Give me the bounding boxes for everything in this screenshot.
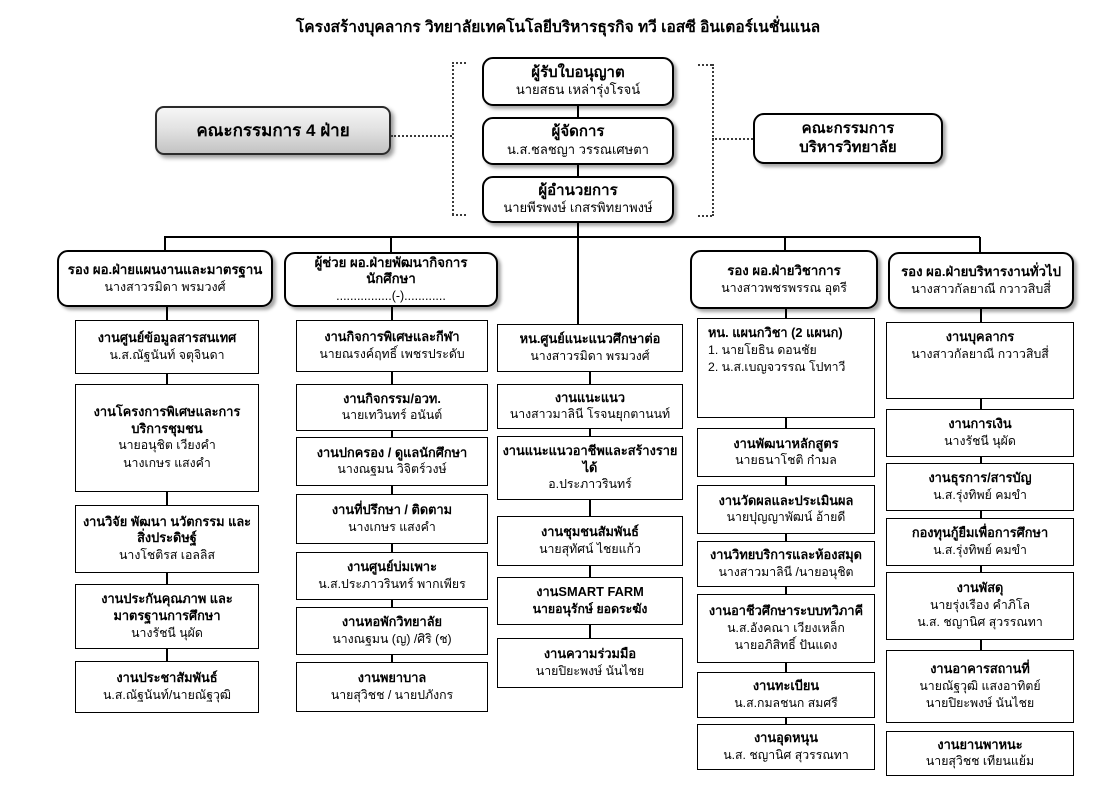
unit-box — [75, 661, 259, 713]
unit-title: งานSMART FARM — [536, 584, 644, 600]
unit-name: นางณฐมน (ญ) /ศิริ (ช) — [332, 631, 452, 646]
unit-box — [296, 494, 488, 544]
unit-name: นายอนุรักษ์ ยอดระฆัง — [532, 601, 648, 616]
unit-title: งานยานพาหนะ — [937, 736, 1023, 752]
connector-rail — [164, 236, 980, 238]
connector-line — [785, 309, 787, 318]
unit-title: งานอาชีวศึกษาระบบทวิภาคี — [708, 602, 864, 618]
head-title: รอง ผอ.ฝ่ายวิชาการ — [727, 263, 841, 279]
connector-line — [164, 237, 166, 250]
connector-line — [391, 544, 393, 552]
college-admin-committee-line1: คณะกรรมการ — [801, 119, 895, 137]
unit-box — [75, 505, 259, 573]
unit-box — [75, 320, 259, 374]
unit-title: งานอาคารสถานที่ — [930, 660, 1030, 676]
unit-box — [697, 485, 875, 534]
unit-title: งานชุมชนสัมพันธ์ — [541, 524, 639, 540]
head-name: ................(-)............ — [336, 288, 446, 303]
box-manager — [482, 117, 674, 165]
connector-line — [785, 477, 787, 485]
unit-name: น.ส.รุ่งทิพย์ คมขำ — [933, 542, 1027, 557]
connector-line — [784, 237, 786, 250]
connector-line — [166, 649, 168, 661]
dotted-bracket-right — [712, 64, 714, 216]
unit-title: งานโครงการพิเศษและการ บริการชุมชน — [93, 404, 241, 436]
unit-title: งานหอพักวิทยาลัย — [341, 614, 443, 630]
unit-box — [497, 516, 683, 566]
head-academic — [690, 250, 878, 309]
box-licensee-name: นายสธน เหล่ารุ่งโรจน์ — [515, 82, 641, 98]
unit-name: นายสุทัศน์ ไชยแก้ว — [539, 541, 641, 556]
connector-line — [980, 309, 982, 322]
box-director — [482, 176, 674, 223]
unit-name: นางณฐมน วิจิตร์วงษ์ — [337, 462, 447, 477]
head-name: นางสาวกัลยาณี กวาวสิบสี่ — [911, 281, 1051, 296]
connector-line — [391, 307, 393, 320]
unit-box — [75, 384, 259, 492]
unit-title: หน. แผนกวิชา (2 แผนก) — [708, 325, 843, 340]
unit-title: งานศูนย์ข้อมูลสารสนเทศ — [97, 330, 237, 346]
head-name: นางสาวรมิดา พรมวงศ์ — [104, 279, 226, 294]
unit-name: นายสุวิชช เทียนแย้ม — [925, 754, 1035, 769]
head-name: นางสาวพชรพรรณ อุตรี — [721, 280, 847, 295]
connector-line — [589, 372, 591, 384]
unit-name: น.ส.กมลชนก สมศรี — [734, 695, 838, 710]
unit-title: งานประชาสัมพันธ์ — [116, 670, 218, 686]
unit-title: งานความร่วมมือ — [543, 646, 637, 662]
connector-line — [980, 511, 982, 518]
unit-box — [497, 436, 683, 500]
connector-line — [980, 399, 982, 409]
unit-title: งานพัฒนาหลักสูตร — [733, 435, 839, 451]
unit-name: น.ส.รุ่งทิพย์ คมขำ — [933, 487, 1027, 502]
unit-title: งานธุรการ/สารบัญ — [928, 470, 1032, 486]
unit-name: นางเกษร แสงคำ — [123, 455, 211, 470]
unit-box — [296, 384, 488, 431]
unit-name: นางรัชนี นุผัด — [131, 625, 203, 640]
connector-line — [166, 573, 168, 584]
unit-title: งานอุดหนุน — [753, 730, 819, 746]
unit-name: น.ส.ประภาวรินทร์ พากเพียร — [318, 576, 466, 591]
unit-box — [497, 324, 683, 372]
unit-box — [886, 572, 1074, 640]
connector-line — [166, 307, 168, 320]
connector-line — [785, 587, 787, 594]
connector-line — [577, 165, 579, 176]
unit-box — [697, 724, 875, 770]
box-college-admin-committee — [753, 113, 943, 164]
dotted-bracket-right-bottom-stub — [698, 215, 712, 217]
unit-title: งานกิจการพิเศษและกีฬา — [324, 329, 460, 345]
head-general-admin — [888, 252, 1074, 309]
unit-title: งานแนะแนว — [554, 389, 626, 405]
unit-name: น.ส.ณัฐนันท์/นายณัฐวุฒิ — [103, 687, 231, 702]
unit-title: งานประกันคุณภาพ และมาตรฐานการศึกษา — [101, 591, 233, 623]
unit-name: นายอนุชิต เวียงคำ — [118, 438, 216, 453]
unit-box — [296, 662, 488, 712]
connector-line — [391, 486, 393, 494]
unit-name: นายณรงค์ฤทธิ์ เพชรประดับ — [319, 346, 465, 361]
unit-box — [497, 384, 683, 429]
box-manager-name: น.ส.ชลชญา วรรณเศษตา — [507, 141, 649, 157]
unit-title: งานพัสดุ — [956, 580, 1004, 596]
unit-title: งานวัดผลและประเมินผล — [718, 492, 854, 508]
unit-title: งานทะเบียน — [752, 678, 820, 694]
unit-title: งานแนะแนวอาชีพและสร้างรายได้ — [502, 443, 678, 475]
unit-box — [497, 638, 683, 688]
committee-4-parties-label: คณะกรรมการ 4 ฝ่าย — [196, 121, 350, 140]
unit-title: งานที่ปรึกษา / ติดตาม — [331, 502, 453, 518]
unit-title: งานวิจัย พัฒนา นวัตกรรม และสิ่งประดิษฐ์ — [82, 513, 252, 546]
connector-line — [577, 223, 579, 237]
connector-line — [391, 372, 393, 384]
unit-title: กองทุนกู้ยืมเพื่อการศึกษา — [911, 525, 1049, 541]
connector-line — [577, 106, 579, 117]
unit-box — [697, 428, 875, 477]
unit-name: นางสาวมาลินี /นายอนุชิต — [718, 564, 854, 579]
connector-line — [391, 600, 393, 607]
unit-title: งานศูนย์บ่มเพาะ — [347, 559, 437, 575]
unit-name: นายปุญญาพัฒน์ อ้ายดี — [726, 510, 846, 525]
head-title: ผู้ช่วย ผอ.ฝ่ายพัฒนากิจการนักศึกษา — [314, 254, 468, 287]
dotted-connector-right — [712, 138, 753, 140]
unit-name: นางโชติรส เอลลิส — [119, 548, 215, 563]
head-student-affairs — [284, 252, 498, 307]
connector-line — [589, 625, 591, 638]
unit-title: หน.ศูนย์แนะแนวศึกษาต่อ — [519, 331, 661, 347]
dotted-connector-left — [391, 135, 452, 137]
unit-name: นายธนาโชติ ก๋ามล — [735, 453, 837, 468]
unit-name: นายรุ่งเรือง คำภิโล — [929, 598, 1031, 613]
connector-line — [589, 500, 591, 516]
connector-line — [589, 566, 591, 577]
unit-box — [886, 409, 1074, 457]
connector-line — [166, 492, 168, 505]
unit-name: นายปิยะพงษ์ นันไชย — [535, 663, 645, 678]
connector-line — [577, 237, 579, 324]
unit-box — [697, 594, 875, 663]
unit-name: นายปิยะพงษ์ นันไชย — [925, 695, 1035, 710]
unit-box — [497, 577, 683, 625]
dotted-bracket-left-top-stub — [452, 62, 466, 64]
page-title: โครงสร้างบุคลากร วิทยาลัยเทคโนโลยีบริหารธุรกิจ ทวี เอสซี อินเตอร์เนชั่นแนล — [295, 19, 821, 36]
box-licensee — [482, 57, 674, 106]
unit-box — [886, 731, 1074, 776]
unit-name: นางรัชนี นุผัด — [944, 433, 1016, 448]
unit-name: นางสาวรมิดา พรมวงศ์ — [530, 348, 650, 363]
unit-name: น.ส. ชญานิศ สุวรรณทา — [723, 747, 849, 762]
unit-name: น.ส. ชญานิศ สุวรรณทา — [917, 615, 1043, 630]
unit-name: นายสุวิชช / นายปภังกร — [330, 687, 454, 702]
unit-box — [697, 541, 875, 587]
unit-name: นางสาวกัลยาณี กวาวสิบสี่ — [911, 346, 1049, 361]
unit-title: งานการเงิน — [948, 416, 1012, 432]
connector-line — [980, 640, 982, 650]
unit-title: งานพยาบาล — [357, 670, 427, 686]
unit-title: งานกิจกรรม/อวท. — [343, 390, 441, 406]
unit-name: น.ส.อังคณา เวียงเหล็ก — [727, 620, 845, 635]
unit-box — [296, 437, 488, 486]
dotted-bracket-left — [452, 62, 454, 215]
unit-box — [296, 552, 488, 600]
connector-line — [785, 663, 787, 672]
unit-name: นางเกษร แสงคำ — [348, 519, 436, 534]
box-manager-title: ผู้จัดการ — [551, 123, 605, 141]
unit-box — [886, 463, 1074, 511]
college-admin-committee-line2: บริหารวิทยาลัย — [799, 138, 897, 156]
unit-box — [886, 322, 1074, 399]
dotted-bracket-right-top-stub — [698, 64, 712, 66]
head-planning-standards — [57, 250, 273, 307]
connector-line — [390, 237, 392, 252]
unit-name: นายอภิสิทธิ์ ปันแดง — [734, 637, 838, 652]
unit-name: 2. น.ส.เบญจวรรณ โปทาวี — [708, 359, 846, 374]
connector-line — [785, 534, 787, 541]
connector-line — [785, 418, 787, 428]
unit-box — [886, 518, 1074, 566]
unit-name: น.ส.ณัฐนันท์ จตุจินดา — [109, 347, 225, 362]
unit-box — [296, 607, 488, 655]
dotted-bracket-left-bottom-stub — [452, 214, 466, 216]
box-committee-4-parties — [155, 106, 391, 155]
unit-title: งานวิทยบริการและห้องสมุด — [710, 547, 862, 563]
unit-name: อ.ประภาวรินทร์ — [548, 477, 632, 492]
unit-box — [697, 672, 875, 718]
head-title: รอง ผอ.ฝ่ายบริหารงานทั่วไป — [901, 264, 1061, 280]
unit-title: งานปกครอง / ดูแลนักศึกษา — [316, 444, 468, 460]
unit-box — [697, 318, 875, 418]
box-director-title: ผู้อำนวยการ — [538, 181, 618, 199]
unit-box — [296, 320, 488, 372]
unit-box — [75, 584, 259, 649]
connector-line — [391, 655, 393, 662]
unit-name: นางสาวมาลินี โรจนยุกตานนท์ — [509, 407, 671, 422]
unit-title: งานบุคลากร — [945, 329, 1015, 344]
box-director-name: นายพีรพงษ์ เกสรพิทยาพงษ์ — [503, 200, 653, 216]
unit-name: 1. นายโยธิน ดอนชัย — [708, 342, 817, 357]
unit-box — [886, 650, 1074, 723]
unit-name: นายเทวินทร์ อนันต์ — [341, 408, 443, 423]
head-title: รอง ผอ.ฝ่ายแผนงานและมาตรฐาน — [67, 262, 263, 278]
unit-name: นายณัฐวุฒิ แสงอาทิตย์ — [919, 678, 1041, 693]
connector-line — [166, 374, 168, 384]
connector-line — [979, 237, 981, 252]
box-licensee-title: ผู้รับใบอนุญาต — [531, 63, 625, 81]
connector-line — [589, 429, 591, 436]
